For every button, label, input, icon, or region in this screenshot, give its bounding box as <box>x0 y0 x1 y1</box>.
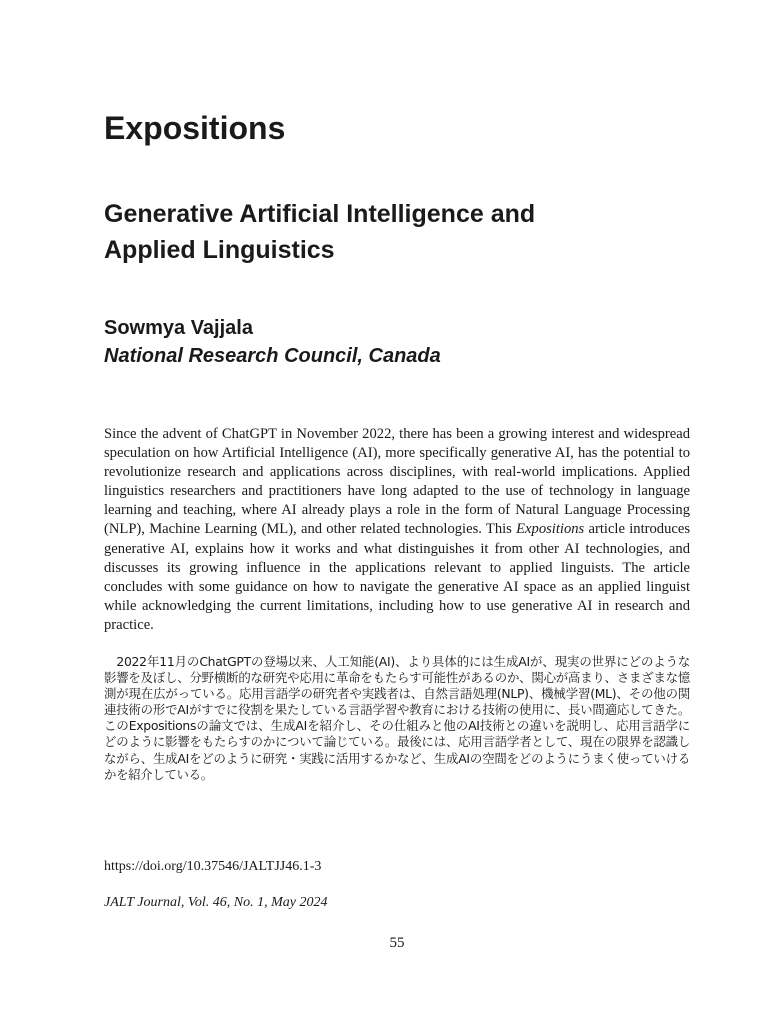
author-name: Sowmya Vajjala <box>104 317 253 339</box>
abstract-english-part-2: article introduces generative AI, explains how it works and what distinguishes it from other AI technologies, and discusses its growing influence in the applications relevant to applied linguists. The article concludes with some guidance on how to navigate the generative AI space as an applied linguist while acknowledging the current limitations, including how to use generative AI in research and practice. <box>104 521 691 633</box>
doi-link-text[interactable]: https://doi.org/10.37546/JALTJJ46.1-3 <box>104 859 322 874</box>
abstract-japanese: 2022年11月のChatGPTの登場以来、人工知能(AI)、より具体的には生成AIが、現実の世界にどのような影響を及ぼし、分野横断的な研究や応用に革命をもたらす可能性があるのか、関心が高まり、さまざまな憶測が現在広がっている。応用言語学の研究者や実践者は、自然言語処理(NLP)、機械学習(ML)、その他の関連技術の形でAIがすでに役割を果たしている言語学習や教育における技術の使用に、長い間適応してきた。このExpositionsの論文では、生成AIを紹介し、その仕組みと他のAI技術との違いを説明し、応用言語学にどのように影響をもたらすのかについて論じている。最後には、応用言語学者として、現在の限界を認識しながら、生成AIをどのように研究・実践に活用するかなど、生成AIの空間をどのようにうまく使っていけるかを紹介している。 <box>104 654 690 782</box>
page-number: 55 <box>389 935 405 951</box>
article-title-line-2: Applied Linguistics <box>104 236 335 264</box>
abstract-english <box>104 425 690 635</box>
doi-link[interactable] <box>104 857 321 877</box>
section-title: Expositions <box>104 110 286 146</box>
article-title <box>104 196 704 268</box>
journal-citation: JALT Journal, Vol. 46, No. 1, May 2024 <box>104 895 328 910</box>
author-affiliation: National Research Council, Canada <box>104 345 441 367</box>
article-title-line-1: Generative Artificial Intelligence and <box>104 200 536 228</box>
abstract-english-emphasis: Expositions <box>516 521 585 538</box>
abstract-english-part-1: Since the advent of ChatGPT in November 2022, there has been a growing interest and widespread speculation on how Artificial Intelligence (AI), more specifically generative AI, has the potential to revolutionize research and applications across disciplines, with real-world implications. Applied linguistics researchers and practitioners have long adapted to the use of technology in language learning and teaching, where AI already plays a role in the form of Natural Language Processing (NLP), Machine Learning (ML), and other related technologies. This <box>104 426 690 538</box>
